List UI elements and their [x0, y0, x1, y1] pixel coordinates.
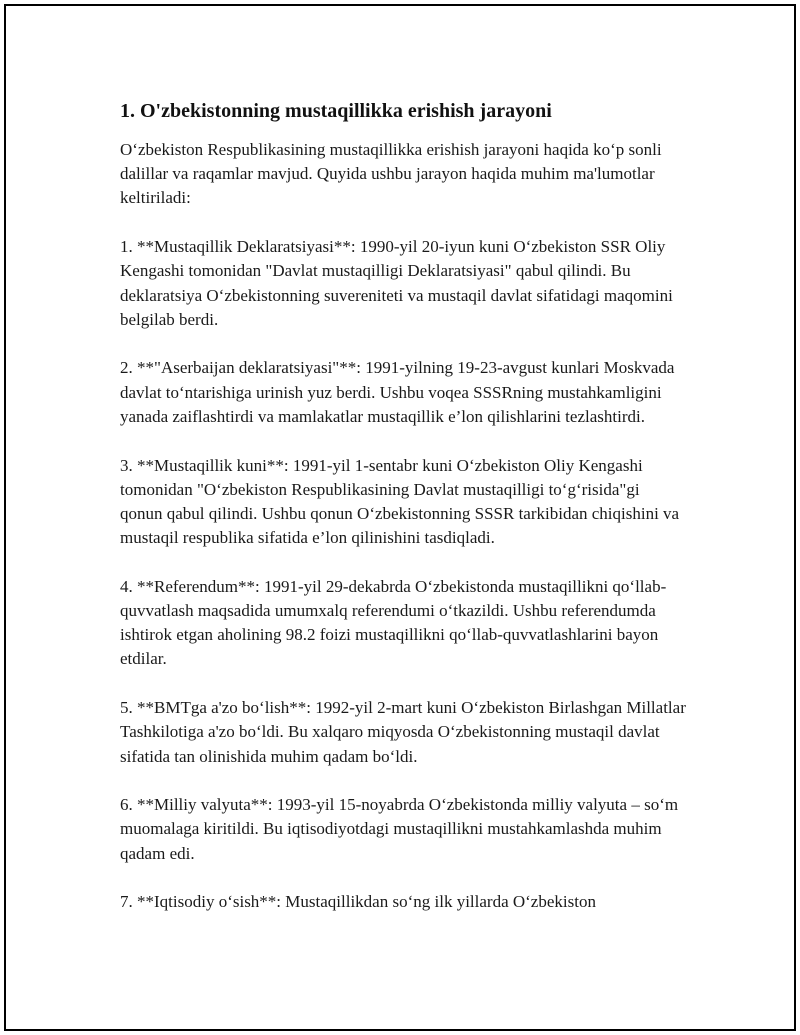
list-item-declaration: 1. **Mustaqillik Deklaratsiyasi**: 1990-yil 20-iyun kuni O‘zbekiston SSR Oliy Kengashi tomonidan "Davlat mustaqilligi Deklaratsiyasi" qabul qilindi. Bu deklaratsiya O‘zbekistonning suvereniteti va mustaqil davlat sifatidagi maqomini belgilab berdi.: [120, 237, 673, 329]
list-item-coup-attempt: 2. **"Aserbaijan deklaratsiyasi"**: 1991-yilning 19-23-avgust kunlari Moskvada davlat to‘ntarishiga urinish yuz berdi. Ushbu voqea SSSRning mustahkamligini yanada zaiflashtirdi va mamlakatlar mustaqillik e’lon qilishlarini tezlashtirdi.: [120, 358, 675, 426]
document-body: [120, 98, 686, 939]
document-page: [4, 4, 796, 1031]
list-item-national-currency: 6. **Milliy valyuta**: 1993-yil 15-noyabrda O‘zbekistonda milliy valyuta – so‘m muomalaga kiritildi. Bu iqtisodiyotdagi mustaqillikni mustahkamlashda muhim qadam edi.: [120, 795, 679, 863]
section-heading: 1. O'zbekistonning mustaqillikka erishish jarayoni: [120, 100, 552, 122]
list-item-independence-day: 3. **Mustaqillik kuni**: 1991-yil 1-sentabr kuni O‘zbekiston Oliy Kengashi tomonidan "O‘zbekiston Respublikasining Davlat mustaqilligi to‘g‘risida"gi qonun qabul qilindi. Ushbu qonun O‘zbekistonning SSSR tarkibidan chiqishini va mustaqil respublika sifatida e’lon qilinishini tasdiqladi.: [120, 455, 680, 548]
intro-paragraph: O‘zbekiston Respublikasining mustaqillikka erishish jarayoni haqida ko‘p sonli dalillar va raqamlar mavjud. Quyida ushbu jarayon haqida muhim ma'lumotlar keltiriladi:: [120, 140, 662, 208]
list-item-un-membership: 5. **BMTga a'zo bo‘lish**: 1992-yil 2-mart kuni O‘zbekiston Birlashgan Millatlar Tashkilotiga a'zo bo‘ldi. Bu xalqaro miqyosda O‘zbekistonning mustaqil davlat sifatida tan olinishida muhim qadam bo‘ldi.: [120, 698, 686, 766]
list-item-referendum: 4. **Referendum**: 1991-yil 29-dekabrda O‘zbekistonda mustaqillikni qo‘llab-quvvatlash maqsadida umumxalq referendumi o‘tkazildi. Ushbu referendumda ishtirok etgan aholining 98.2 foizi mustaqillikni qo‘llab-quvvatlashlarini bayon etdilar.: [120, 576, 667, 669]
list-item-economic-growth: 7. **Iqtisodiy o‘sish**: Mustaqillikdan so‘ng ilk yillarda O‘zbekiston: [120, 892, 596, 912]
